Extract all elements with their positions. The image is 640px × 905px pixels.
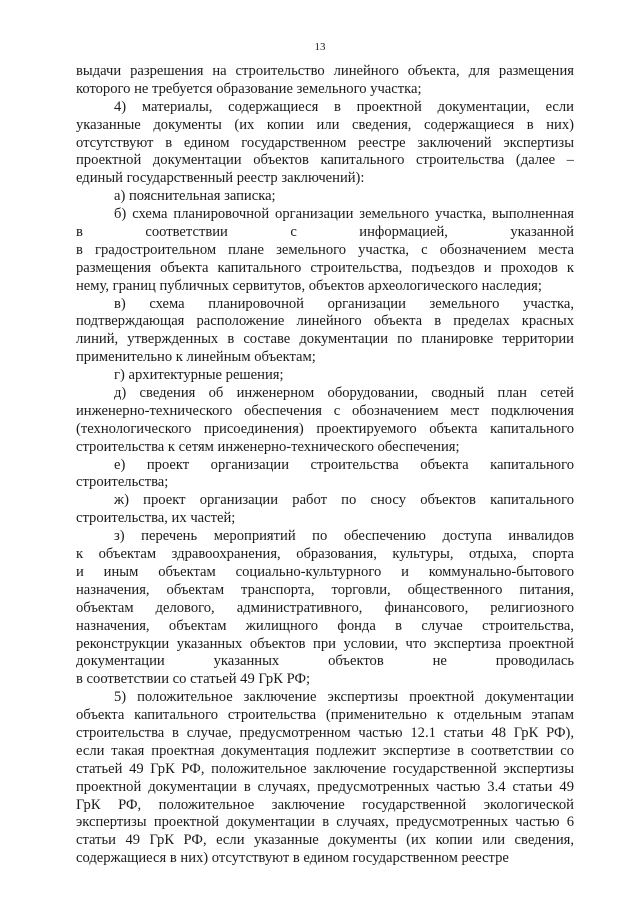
text-line: назначения, объектам жилищного фонда в случае строительства, (76, 617, 574, 634)
text-line: экспертизы проектной документации в случаях, предусмотренных частью 6 (76, 814, 574, 831)
text-line: в градостроительном плане земельного участка, с обозначением места (76, 241, 574, 258)
text-line: реконструкции указанных объектов при условии, что экспертиза проектной (76, 635, 574, 652)
text-line: объектам делового, административного, финансового, религиозного (76, 599, 574, 616)
text-line: назначения, объектам транспорта, торговли, общественного питания, (76, 581, 574, 598)
paragraph (76, 492, 574, 528)
text-line: единый государственный реестр заключений): (76, 170, 365, 187)
text-line: проектной документации в случаях, предусмотренных частью 3.4 статьи 49 (76, 778, 574, 795)
paragraph (76, 99, 574, 188)
text-line: (технологического присоединения) проектируемого объекта капитального (76, 420, 574, 437)
text-line: строительства к сетям инженерно-технического обеспечения; (76, 438, 460, 455)
text-line: 4) материалы, содержащиеся в проектной документации, если (114, 98, 574, 115)
text-line: в соответствии с информацией, указанной (76, 224, 574, 241)
text-line: з) перечень мероприятий по обеспечению доступа инвалидов (114, 528, 574, 545)
paragraph (76, 63, 574, 99)
text-line: г) архитектурные решения; (114, 367, 284, 384)
paragraph (76, 528, 574, 689)
paragraph (76, 206, 574, 295)
text-line: нему, границ публичных сервитутов, объектов археологического наследия; (76, 277, 542, 294)
text-line: объекта капитального строительства (применительно к отдельным этапам (76, 707, 574, 724)
text-line: ГрК РФ, положительное заключение государственной экологической (76, 796, 574, 813)
text-line: е) проект организации строительства объекта капитального (114, 456, 574, 473)
text-line: проектной документации объектов капитального строительства (далее – (76, 152, 574, 169)
text-line: документации указанных объектов не проводилась (76, 653, 574, 670)
paragraph (76, 457, 574, 493)
text-line: инженерно-технического обеспечения с обозначением мест подключения (76, 402, 574, 419)
text-line: размещения объекта капитального строительства, подъездов и проходов к (76, 259, 574, 276)
text-line: строительства, их частей; (76, 510, 236, 527)
text-line: строительства; (76, 474, 169, 491)
text-line: выдачи разрешения на строительство линейного объекта, для размещения (76, 63, 574, 79)
text-line: к объектам здравоохранения, образования, культуры, отдыха, спорта (76, 546, 574, 563)
text-line: статьи 49 ГрК РФ, если указанные документы (их копии или сведения, (76, 832, 574, 849)
text-line: в) схема планировочной организации земельного участка, (114, 295, 574, 312)
text-line: если такая проектная документация подлежит экспертизе в соответствии со (76, 742, 574, 759)
text-line: и иным объектам социально-культурного и коммунально-бытового (76, 563, 574, 580)
text-line: применительно к линейным объектам; (76, 349, 316, 366)
text-line: 5) положительное заключение экспертизы проектной документации (114, 689, 574, 706)
text-line: строительства в случае, предусмотренном частью 12.1 статьи 48 ГрК РФ), (76, 724, 574, 741)
page-number: 13 (314, 41, 326, 53)
paragraph (76, 689, 574, 868)
text-line: а) пояснительная записка; (114, 188, 276, 205)
paragraph (76, 385, 574, 457)
text-line: линий, утвержденных в составе документации по планировке территории (76, 331, 574, 348)
text-line: в соответствии со статьей 49 ГрК РФ; (76, 671, 311, 688)
text-line: б) схема планировочной организации земельного участка, выполненная (114, 206, 574, 223)
text-line: статьей 49 ГрК РФ, положительное заключение государственной экспертизы (76, 760, 574, 777)
text-line: указанные документы (их копии или сведения, содержащиеся в них) (76, 116, 574, 133)
text-line: отсутствуют в едином государственном реестре заключений экспертизы (76, 134, 574, 151)
document-body (76, 63, 574, 868)
text-line: д) сведения об инженерном оборудовании, сводный план сетей (114, 385, 574, 402)
paragraph (76, 188, 574, 206)
paragraph (76, 367, 574, 385)
text-line: которого не требуется образование земельного участка; (76, 80, 422, 97)
text-line: ж) проект организации работ по сносу объектов капитального (114, 492, 574, 509)
text-line: содержащиеся в них) отсутствуют в едином государственном реестре (76, 850, 509, 867)
paragraph (76, 296, 574, 368)
text-line: подтверждающая расположение линейного объекта в пределах красных (76, 313, 574, 330)
